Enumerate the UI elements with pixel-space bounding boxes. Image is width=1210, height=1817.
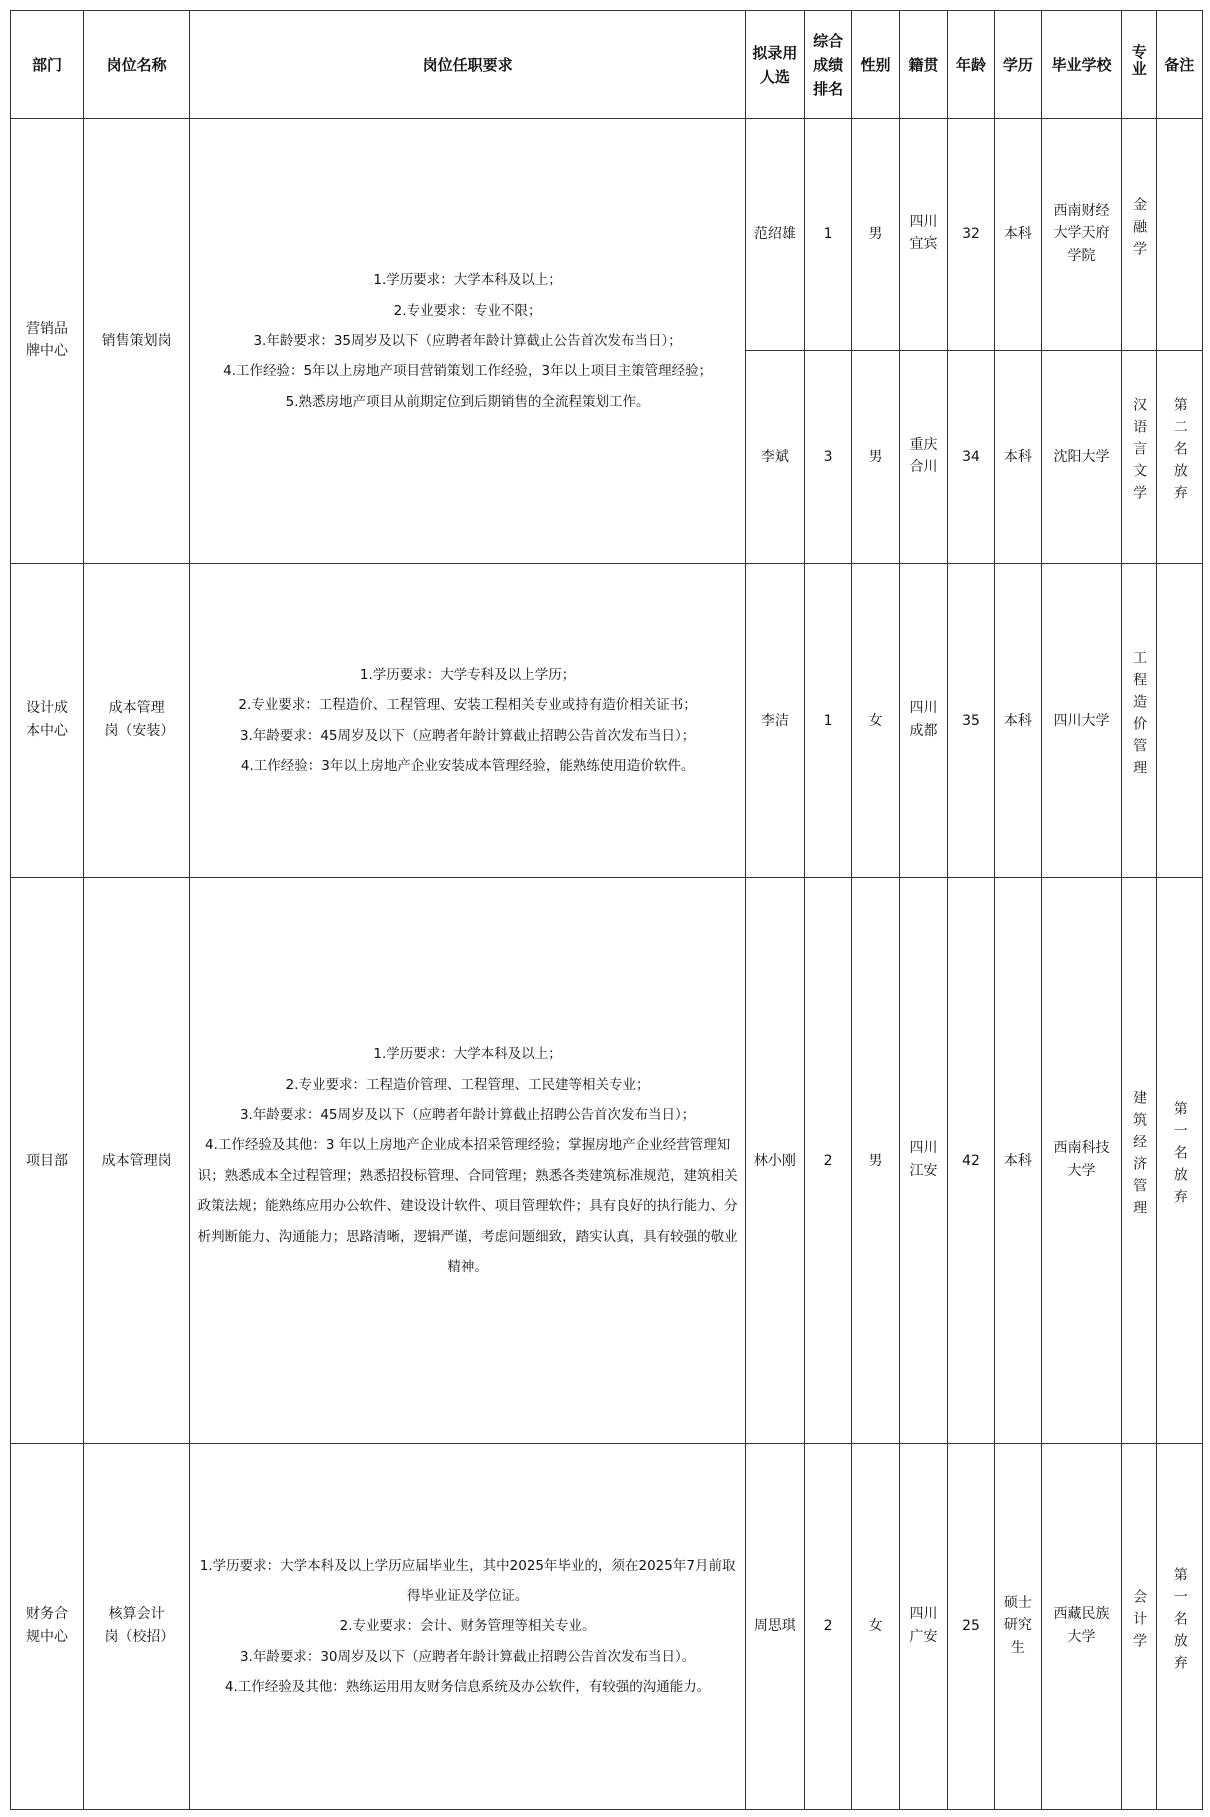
candidate-cell: 范绍雄	[745, 119, 804, 351]
header-school: 毕业学校	[1042, 11, 1122, 119]
gender-cell: 男	[852, 119, 899, 351]
requirement-line: 3.年龄要求：30周岁及以下（应聘者年龄计算截止招聘公告首次发布当日）。	[239, 1648, 696, 1665]
requirement-line: 3.年龄要求：35周岁及以下（应聘者年龄计算截止公告首次发布当日）；	[253, 332, 682, 349]
rank-cell: 2	[804, 1444, 851, 1810]
remark-cell	[1156, 1444, 1202, 1810]
header-rank	[804, 11, 851, 119]
dept-cell: 项目部	[11, 878, 84, 1444]
gender-cell: 男	[852, 351, 899, 564]
position-cell: 成本管理岗	[83, 878, 189, 1444]
dept-text: 设计成本中心	[25, 700, 68, 739]
education-text: 硕士研究生	[1003, 1594, 1032, 1656]
major-text: 工程造价管理	[1131, 650, 1148, 782]
major-cell	[1121, 119, 1156, 351]
origin-text: 重庆合川	[909, 436, 938, 476]
requirements-cell	[190, 1444, 745, 1810]
remark-cell	[1156, 564, 1202, 878]
major-text: 金融学	[1131, 196, 1148, 263]
candidate-cell: 李斌	[745, 351, 804, 564]
requirement-line: 3.年龄要求：45周岁及以下（应聘者年龄计算截止招聘公告首次发布当日）；	[239, 1107, 696, 1124]
table-row	[11, 119, 1203, 351]
major-text: 汉语言文学	[1131, 397, 1148, 508]
education-cell	[994, 1444, 1041, 1810]
gender-cell: 女	[852, 1444, 899, 1810]
rank-cell: 3	[804, 351, 851, 564]
requirements-cell	[190, 119, 745, 564]
origin-text: 四川江安	[909, 1140, 938, 1179]
major-cell	[1121, 564, 1156, 878]
dept-text: 财务合规中心	[25, 1606, 68, 1645]
dept-cell	[11, 564, 84, 878]
table-row	[11, 564, 1203, 878]
requirement-line: 1.学历要求：大学专科及以上学历；	[359, 667, 576, 684]
dept-cell	[11, 119, 84, 564]
school-cell	[1042, 119, 1122, 351]
header-row	[11, 11, 1203, 119]
school-text: 西南财经大学天府学院	[1053, 202, 1110, 264]
origin-cell	[899, 351, 948, 564]
header-candidate-text: 拟录用人选	[752, 43, 798, 86]
major-text: 建筑经济管理	[1131, 1090, 1148, 1223]
requirement-line: 1.学历要求：大学本科及以上学历应届毕业生，其中2025年毕业的，须在2025年7月前取得毕业证及学位证。	[199, 1557, 736, 1605]
age-cell: 25	[948, 1444, 994, 1810]
header-requirements: 岗位任职要求	[190, 11, 745, 119]
education-cell: 本科	[994, 564, 1041, 878]
school-cell: 四川大学	[1042, 564, 1122, 878]
major-cell	[1121, 878, 1156, 1444]
candidate-cell: 李洁	[745, 564, 804, 878]
origin-cell	[899, 564, 948, 878]
gender-cell: 女	[852, 564, 899, 878]
origin-text: 四川广安	[909, 1606, 938, 1645]
age-cell: 35	[948, 564, 994, 878]
school-cell	[1042, 351, 1122, 564]
education-cell: 本科	[994, 878, 1041, 1444]
requirement-line: 4.工作经验及其他：3 年以上房地产企业成本招采管理经验；掌握房地产企业经营管理知识；熟悉成本全过程管理；熟悉招投标管理、合同管理；熟悉各类建筑标准规范，建筑相关政策法规；能熟练应用办公软件、建设设计软件、项目管理软件；具有良好的执行能力、分析判断能力、沟通能力；思路清晰，逻辑严谨，考虑问题细致，踏实认真，具有较强的敬业精神。	[197, 1137, 738, 1275]
origin-text: 四川宜宾	[909, 214, 938, 253]
origin-text: 四川成都	[909, 700, 938, 739]
header-candidate	[745, 11, 804, 119]
education-cell: 本科	[994, 351, 1041, 564]
header-position: 岗位名称	[83, 11, 189, 119]
dept-text: 营销品牌中心	[25, 320, 68, 360]
gender-cell: 男	[852, 878, 899, 1444]
remark-cell	[1156, 119, 1202, 351]
education-cell: 本科	[994, 119, 1041, 351]
remark-cell	[1156, 878, 1202, 1444]
age-cell: 32	[948, 119, 994, 351]
requirement-line: 2.专业要求：工程造价、工程管理、安装工程相关专业或持有造价相关证书；	[238, 697, 697, 714]
position-cell	[83, 1444, 189, 1810]
requirement-line: 2.专业要求：会计、财务管理等相关专业。	[339, 1618, 596, 1635]
requirement-line: 5.熟悉房地产项目从前期定位到后期销售的全流程策划工作。	[285, 393, 650, 410]
school-cell	[1042, 878, 1122, 1444]
requirement-line: 4.工作经验：5年以上房地产项目营销策划工作经验，3年以上项目主策管理经验；	[223, 363, 713, 380]
header-age: 年龄	[948, 11, 994, 119]
candidate-cell: 周思琪	[745, 1444, 804, 1810]
requirement-line: 2.专业要求：专业不限；	[393, 302, 542, 319]
header-major-text: 专业	[1129, 44, 1148, 78]
remark-text: 第一名放弃	[1171, 1101, 1188, 1212]
header-remark: 备注	[1156, 11, 1202, 119]
position-text: 成本管理岗（安装）	[104, 700, 175, 739]
origin-cell	[899, 1444, 948, 1810]
age-cell: 42	[948, 878, 994, 1444]
header-dept: 部门	[11, 11, 84, 119]
school-text: 西藏民族大学	[1053, 1606, 1110, 1645]
position-text: 核算会计岗（校招）	[104, 1606, 175, 1645]
hiring-table	[10, 10, 1203, 1810]
header-education: 学历	[994, 11, 1041, 119]
age-cell: 34	[948, 351, 994, 564]
requirements-cell	[190, 564, 745, 878]
major-cell	[1121, 351, 1156, 564]
requirement-line: 3.年龄要求：45周岁及以下（应聘者年龄计算截止招聘公告首次发布当日）；	[239, 727, 696, 744]
school-text: 西南科技大学	[1053, 1140, 1110, 1179]
position-cell: 销售策划岗	[83, 119, 189, 564]
position-cell	[83, 564, 189, 878]
requirement-line: 4.工作经验及其他：熟练运用用友财务信息系统及办公软件，有较强的沟通能力。	[224, 1679, 711, 1696]
dept-cell	[11, 1444, 84, 1810]
remark-text: 第二名放弃	[1171, 397, 1188, 508]
rank-cell: 2	[804, 878, 851, 1444]
rank-cell: 1	[804, 564, 851, 878]
table-row	[11, 1444, 1203, 1810]
requirement-line: 1.学历要求：大学本科及以上；	[373, 1046, 562, 1063]
requirements-cell	[190, 878, 745, 1444]
header-origin: 籍贯	[899, 11, 948, 119]
table-row	[11, 878, 1203, 1444]
requirement-line: 1.学历要求：大学本科及以上；	[373, 272, 562, 289]
remark-text: 第一名放弃	[1171, 1566, 1188, 1677]
remark-cell	[1156, 351, 1202, 564]
major-cell	[1121, 1444, 1156, 1810]
major-text: 会计学	[1131, 1588, 1148, 1655]
school-cell	[1042, 1444, 1122, 1810]
requirement-line: 4.工作经验：3年以上房地产企业安装成本管理经验，能熟练使用造价软件。	[240, 758, 695, 775]
school-text: 沈阳大学	[1053, 448, 1110, 465]
header-major	[1121, 11, 1156, 119]
candidate-cell: 林小刚	[745, 878, 804, 1444]
origin-cell	[899, 119, 948, 351]
header-rank-text: 综合成绩排名	[813, 31, 844, 98]
requirement-line: 2.专业要求：工程造价管理、工程管理、工民建等相关专业；	[285, 1076, 650, 1093]
rank-cell: 1	[804, 119, 851, 351]
origin-cell	[899, 878, 948, 1444]
header-gender: 性别	[852, 11, 899, 119]
